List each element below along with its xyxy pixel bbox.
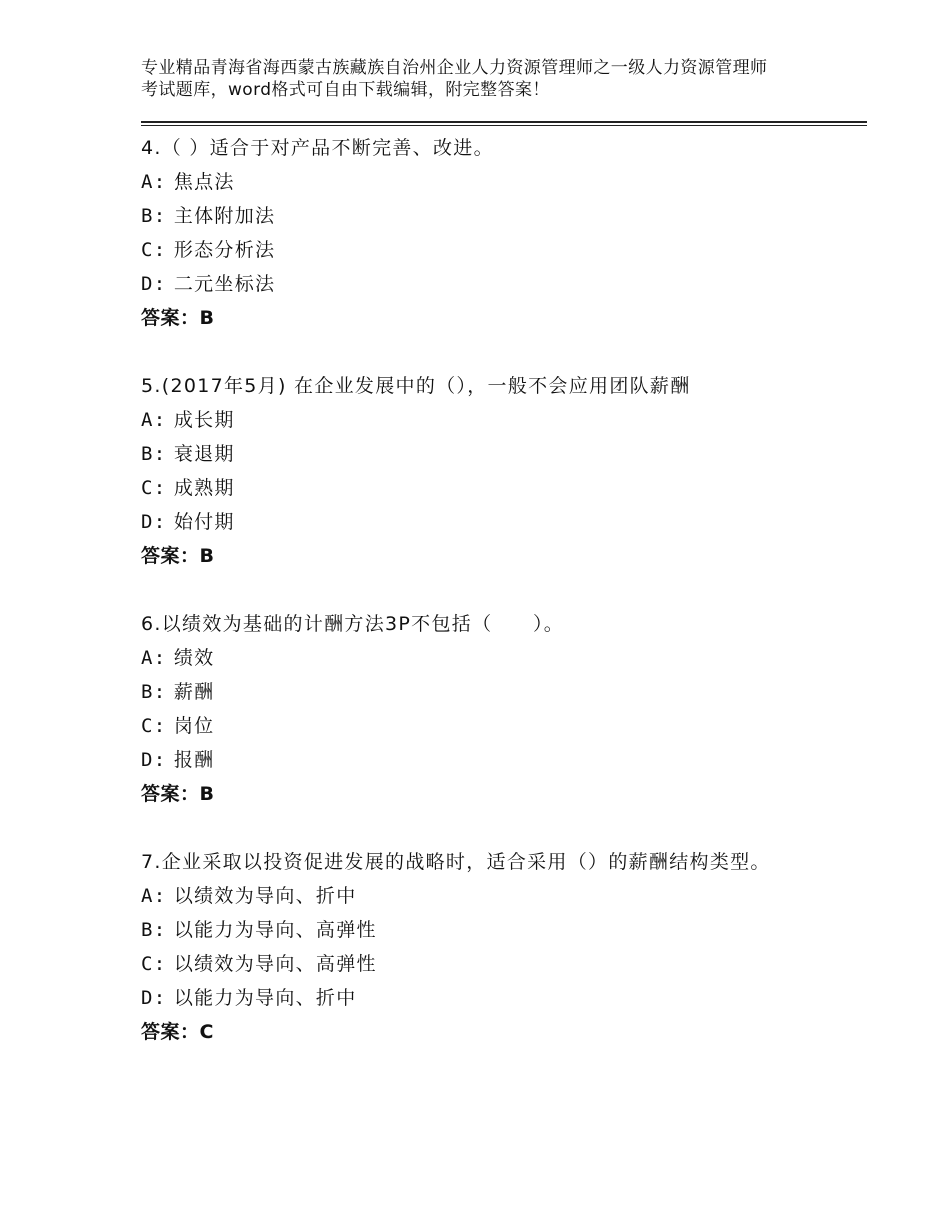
option-text: 始付期 <box>173 511 235 533</box>
question-list <box>141 131 831 1083</box>
question-stem: 6.以绩效为基础的计酬方法3P不包括（ ）。 <box>141 613 565 635</box>
option-text: 薪酬 <box>173 681 215 703</box>
option-letter: C: <box>141 715 167 737</box>
option-a <box>141 165 831 199</box>
option-letter: A: <box>141 409 167 431</box>
option-letter: A: <box>141 885 167 907</box>
option-d <box>141 743 831 777</box>
option-d <box>141 267 831 301</box>
answer: 答案：B <box>141 307 215 329</box>
header-divider-thin <box>141 125 867 126</box>
question-stem: 7.企业采取以投资促进发展的战略时，适合采用（）的薪酬结构类型。 <box>141 851 771 873</box>
option-c <box>141 709 831 743</box>
option-b <box>141 913 831 947</box>
question-stem: 5.(2017年5月) 在企业发展中的（），一般不会应用团队薪酬 <box>141 375 691 397</box>
option-a <box>141 403 831 437</box>
option-text: 衰退期 <box>173 443 235 465</box>
option-text: 岗位 <box>173 715 215 737</box>
option-b <box>141 199 831 233</box>
option-letter: B: <box>141 681 167 703</box>
option-text: 以能力为导向、高弹性 <box>173 919 377 941</box>
header-line-2: 考试题库，word格式可自由下载编辑，附完整答案！ <box>141 80 550 100</box>
option-letter: D: <box>141 987 167 1009</box>
option-text: 焦点法 <box>173 171 235 193</box>
option-text: 形态分析法 <box>173 239 276 261</box>
option-text: 绩效 <box>173 647 215 669</box>
option-text: 以绩效为导向、高弹性 <box>173 953 377 975</box>
question-4 <box>141 131 831 335</box>
answer: 答案：C <box>141 1021 214 1043</box>
option-letter: A: <box>141 171 167 193</box>
question-6 <box>141 607 831 811</box>
option-text: 二元坐标法 <box>173 273 276 295</box>
question-5 <box>141 369 831 573</box>
header-line-1: 专业精品青海省海西蒙古族藏族自治州企业人力资源管理师之一级人力资源管理师 <box>141 58 768 78</box>
option-letter: C: <box>141 239 167 261</box>
option-text: 主体附加法 <box>173 205 276 227</box>
option-a <box>141 641 831 675</box>
option-letter: D: <box>141 749 167 771</box>
option-a <box>141 879 831 913</box>
question-stem: 4.（ ）适合于对产品不断完善、改进。 <box>141 137 494 159</box>
option-c <box>141 471 831 505</box>
answer: 答案：B <box>141 783 215 805</box>
option-c <box>141 947 831 981</box>
option-c <box>141 233 831 267</box>
option-text: 成熟期 <box>173 477 235 499</box>
document-header <box>141 57 831 101</box>
option-letter: C: <box>141 953 167 975</box>
option-letter: B: <box>141 205 167 227</box>
option-d <box>141 981 831 1015</box>
header-divider-thick <box>141 121 867 123</box>
option-b <box>141 437 831 471</box>
option-letter: B: <box>141 919 167 941</box>
question-7 <box>141 845 831 1049</box>
option-text: 报酬 <box>173 749 215 771</box>
answer: 答案：B <box>141 545 215 567</box>
option-text: 以绩效为导向、折中 <box>173 885 357 907</box>
option-b <box>141 675 831 709</box>
option-letter: B: <box>141 443 167 465</box>
option-d <box>141 505 831 539</box>
option-letter: C: <box>141 477 167 499</box>
option-text: 成长期 <box>173 409 235 431</box>
option-letter: D: <box>141 273 167 295</box>
option-text: 以能力为导向、折中 <box>173 987 357 1009</box>
option-letter: D: <box>141 511 167 533</box>
option-letter: A: <box>141 647 167 669</box>
